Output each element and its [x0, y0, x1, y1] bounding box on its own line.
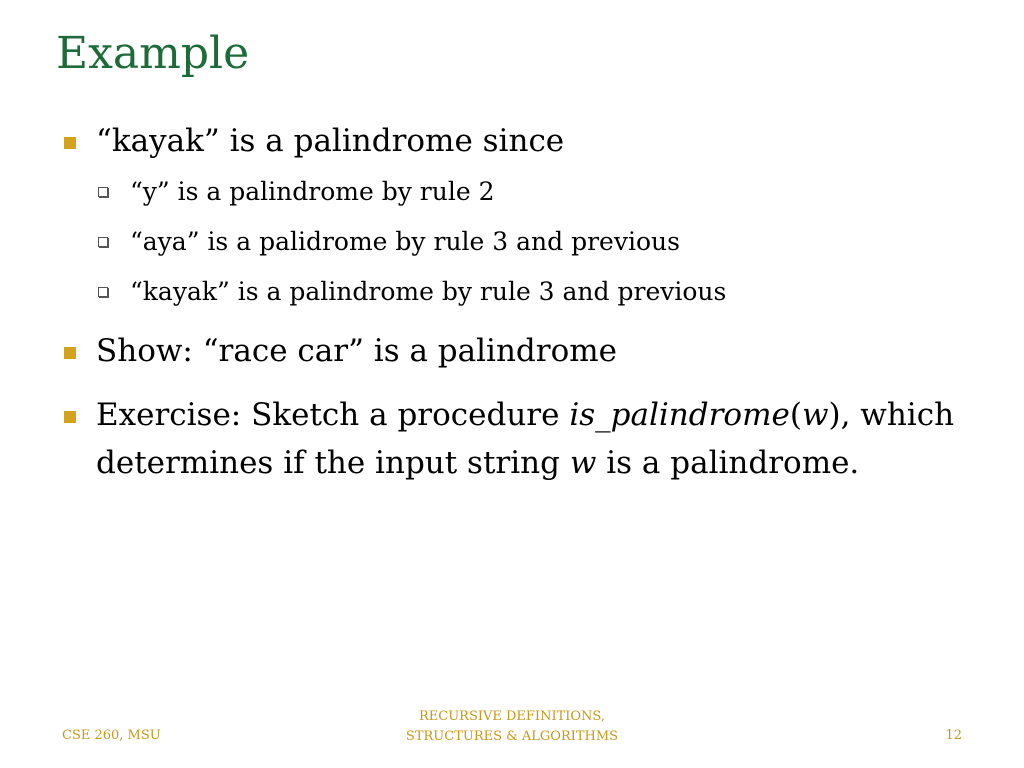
hollow-square-bullet-icon	[98, 287, 108, 297]
hollow-square-bullet-icon	[98, 187, 108, 197]
footer-course: CSE 260, MSU	[62, 728, 161, 743]
exercise-middle: which determines if the input string	[96, 397, 955, 481]
hollow-square-bullet-icon	[98, 237, 108, 247]
filled-square-bullet-icon	[64, 411, 76, 423]
sub-bullet-text: “aya” is a palidrome by rule 3 and previous	[130, 227, 680, 256]
bullet-text: Show: “race car” is a palindrome	[96, 333, 617, 369]
sub-bullet-item	[62, 167, 962, 217]
paren-close: ),	[828, 397, 851, 433]
filled-square-bullet-icon	[64, 137, 76, 149]
sub-bullet-list	[62, 167, 962, 317]
exercise-end: is a palindrome.	[596, 445, 860, 481]
exercise-text	[96, 391, 962, 487]
bullet-list	[62, 117, 962, 487]
slide-title: Example	[56, 28, 250, 79]
footer-topic-line2: STRUCTURES & ALGORITHMS	[405, 729, 619, 744]
filled-square-bullet-icon	[64, 347, 76, 359]
sub-bullet-text: “y” is a palindrome by rule 2	[130, 177, 495, 206]
bullet-text: “kayak” is a palindrome since	[96, 123, 565, 159]
bullet-item-exercise	[62, 391, 962, 487]
sub-bullet-item	[62, 267, 962, 317]
function-name: is_palindrome	[569, 397, 790, 433]
exercise-prefix: Exercise: Sketch a procedure	[96, 397, 570, 433]
bullet-item	[62, 327, 962, 375]
input-string-variable: w	[569, 445, 597, 481]
footer-topic	[352, 707, 672, 747]
footer-page-number: 12	[945, 728, 962, 743]
paren-open: (	[789, 397, 802, 433]
sub-bullet-text: “kayak” is a palindrome by rule 3 and previous	[130, 277, 727, 306]
bullet-item	[62, 117, 962, 165]
function-argument: w	[801, 397, 829, 433]
footer-topic-line1: RECURSIVE DEFINITIONS,	[418, 709, 605, 724]
sub-bullet-item	[62, 217, 962, 267]
